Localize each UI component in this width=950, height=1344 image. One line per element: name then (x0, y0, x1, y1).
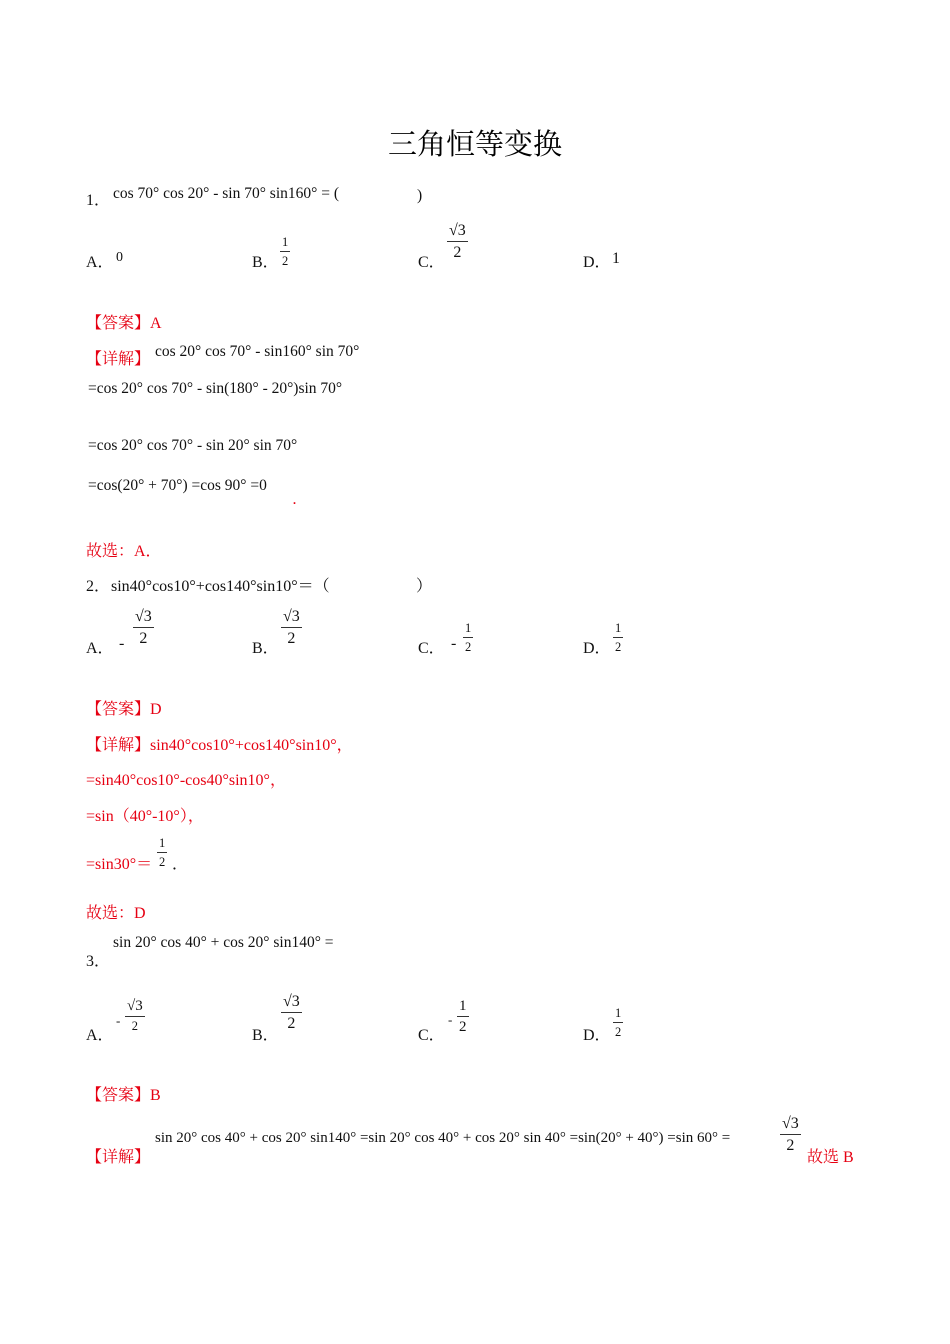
q2-step-1: sin40°cos10°+cos140°sin10°， (150, 737, 353, 754)
q3-option-b-fraction (281, 994, 302, 1032)
q1-step-4: =cos(20° + 70°) =cos 90° =0 (88, 477, 267, 494)
q1-conclusion: 故选：A． (86, 543, 162, 560)
q3-detail: sin 20° cos 40° + cos 20° sin140° =sin 20° cos 40° + cos 20° sin 40° =sin(20° + 40°) =sin 60° = (155, 1130, 731, 1146)
q3-detail-label: 【详解】 (86, 1149, 151, 1166)
q2-step-3: =sin（40°-10°）， (86, 808, 204, 825)
q3-answer-label: 【答案】 (86, 1087, 151, 1104)
q2-step-2: =sin40°cos10°-cos40°sin10°， (86, 772, 286, 789)
q3-result-denominator: 2 (786, 1137, 795, 1154)
question-3-stem: sin 20° cos 40° + cos 20° sin140° = (113, 934, 334, 951)
q2-option-a-sign: - (119, 635, 125, 652)
q1-option-b-fraction (280, 236, 290, 267)
q2-option-c-label: C． (418, 640, 445, 657)
q2-option-a-numerator: √3 (133, 609, 154, 628)
q2-option-c-sign: - (451, 635, 457, 652)
q3-option-a-fraction (125, 999, 145, 1033)
q2-option-c-denominator: 2 (465, 639, 472, 654)
q2-option-b-numerator: √3 (281, 609, 302, 628)
q3-option-d-denominator: 2 (615, 1024, 622, 1039)
q2-step-4-denominator: 2 (159, 854, 166, 869)
q2-answer-value: D (150, 701, 162, 718)
q3-option-d-fraction (613, 1007, 623, 1038)
q2-option-c-numerator: 1 (463, 622, 473, 638)
q3-option-a-label: A． (86, 1027, 114, 1044)
q2-detail (86, 732, 353, 755)
q1-option-b-label: B． (252, 254, 279, 271)
q2-option-d-fraction (613, 622, 623, 653)
q3-option-c-denominator: 2 (459, 1019, 467, 1035)
q3-option-c-fraction (457, 999, 469, 1035)
q3-answer-value: B (150, 1087, 161, 1104)
q1-option-a-value: 0 (116, 250, 123, 265)
q2-option-b-denominator: 2 (287, 630, 296, 647)
q3-option-c-sign: - (448, 1012, 453, 1027)
page-title: 三角恒等变换 (387, 127, 562, 161)
q3-option-d-numerator: 1 (613, 1007, 623, 1023)
q3-answer (86, 1082, 161, 1105)
q1-step-3: =cos 20° cos 70° - sin 20° sin 70° (88, 437, 298, 454)
q1-option-b-numerator: 1 (280, 236, 290, 252)
q3-result-numerator: √3 (780, 1116, 801, 1135)
q1-option-d-label: D． (583, 254, 611, 271)
q2-option-a-fraction (133, 609, 154, 647)
q1-option-d-value: 1 (612, 250, 620, 267)
q2-step-4: =sin30°＝ (86, 856, 153, 873)
question-2-number: 2． (86, 578, 111, 595)
q3-result-fraction (780, 1116, 801, 1154)
q1-red-dot: . (293, 493, 296, 507)
q1-answer (86, 310, 162, 333)
q2-answer-label: 【答案】 (86, 701, 151, 718)
q1-detail-label: 【详解】 (86, 351, 151, 368)
q2-conclusion: 故选：D (86, 905, 146, 922)
q2-answer (86, 696, 162, 719)
q3-option-c-numerator: 1 (457, 999, 469, 1017)
q2-option-b-fraction (281, 609, 302, 647)
question-1-stem: cos 70° cos 20° - sin 70° sin160° = ( (113, 185, 339, 202)
q2-option-d-denominator: 2 (615, 639, 622, 654)
q1-step-2: =cos 20° cos 70° - sin(180° - 20°)sin 70° (88, 380, 343, 397)
q1-answer-value: A (150, 315, 162, 332)
q1-option-c-numerator: √3 (447, 223, 468, 242)
q1-option-c-denominator: 2 (453, 244, 462, 261)
q1-step-1: cos 20° cos 70° - sin160° sin 70° (155, 343, 360, 360)
question-2-close: ） (416, 578, 433, 595)
question-1-close: ) (417, 187, 423, 204)
q1-option-a-label: A． (86, 254, 114, 271)
q3-option-c-label: C． (418, 1027, 445, 1044)
q3-option-a-numerator: √3 (125, 999, 145, 1017)
q2-step-4-fraction (157, 837, 167, 868)
question-2-stem: sin40°cos10°+cos140°sin10°＝（ (111, 578, 330, 595)
q1-option-c-label: C． (418, 254, 445, 271)
q3-option-b-label: B． (252, 1027, 279, 1044)
q3-option-d-label: D． (583, 1027, 611, 1044)
q1-option-b-denominator: 2 (282, 253, 289, 268)
question-3-number: 3． (86, 953, 111, 970)
q1-option-c-fraction (447, 223, 468, 261)
question-1-number: 1． (86, 192, 111, 209)
q2-option-a-label: A． (86, 640, 114, 657)
q3-option-b-denominator: 2 (287, 1015, 296, 1032)
q2-option-d-numerator: 1 (613, 622, 623, 638)
q3-option-a-sign: - (116, 1013, 121, 1028)
q2-step-4-tail: ． (172, 856, 189, 873)
q2-step-4-numerator: 1 (157, 837, 167, 853)
q2-option-d-label: D． (583, 640, 611, 657)
q3-option-b-numerator: √3 (281, 994, 302, 1013)
q1-answer-label: 【答案】 (86, 315, 151, 332)
q3-option-a-denominator: 2 (131, 1019, 138, 1033)
q3-conclusion: 故选 B (807, 1149, 854, 1166)
q2-detail-label: 【详解】 (86, 737, 151, 754)
q2-option-a-denominator: 2 (139, 630, 148, 647)
q2-option-b-label: B． (252, 640, 279, 657)
q2-option-c-fraction (463, 622, 473, 653)
